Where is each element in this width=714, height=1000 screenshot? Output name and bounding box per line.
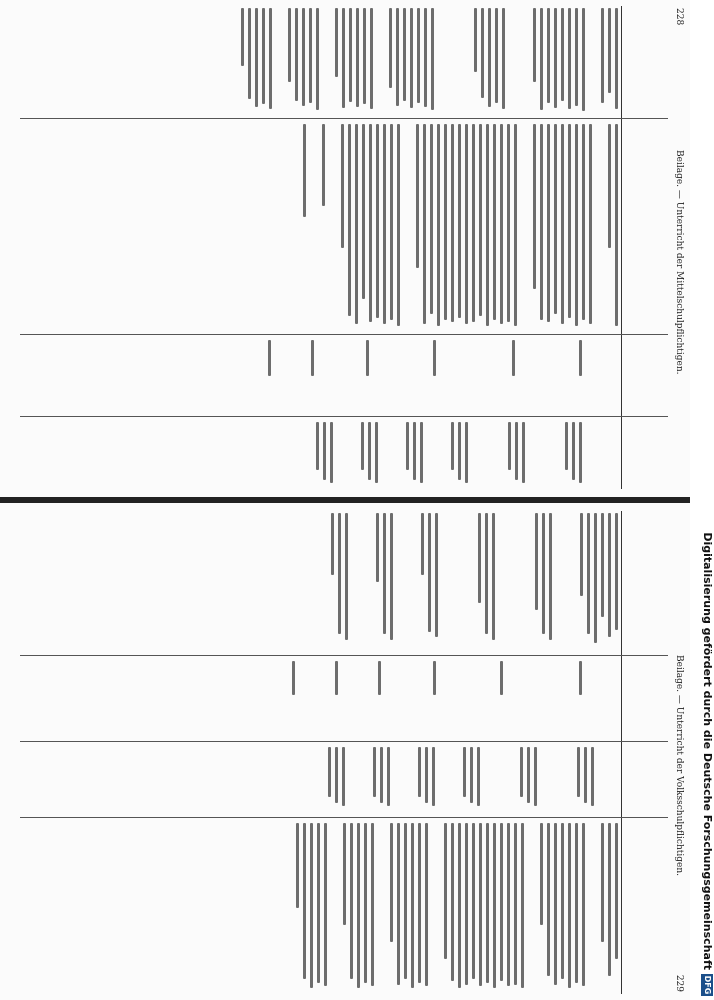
dfg-logo-icon: DFG: [703, 975, 712, 995]
table-header-right: [621, 511, 668, 994]
page-number-left: 228: [674, 8, 684, 26]
text-column: [18, 747, 618, 813]
page-number-right: 229: [674, 974, 684, 992]
text-column: [18, 8, 618, 114]
column-header: [622, 661, 668, 741]
column-header: [622, 418, 668, 488]
text-column: [18, 124, 618, 330]
left-page: [0, 0, 690, 495]
column-header: [622, 511, 668, 651]
funding-notice-bar: [700, 0, 714, 1000]
text-column: [18, 661, 618, 737]
running-head-left: Beilage. — Unterricht der Mittelschulpflichtigen.: [674, 150, 684, 375]
column-header: [622, 334, 668, 414]
column-header: [622, 821, 668, 991]
text-column: [18, 340, 618, 412]
right-page: [0, 505, 690, 1000]
column-header: [622, 745, 668, 815]
page-gutter: [0, 497, 690, 503]
text-column: [18, 823, 618, 993]
text-column: [18, 422, 618, 490]
running-head-right: Beilage. — Unterricht der Volksschulpflichtigen.: [674, 655, 684, 876]
column-header: [622, 120, 668, 330]
column-header: [622, 6, 668, 116]
text-column: [18, 513, 618, 651]
funding-notice: Digitalisierung gefördert durch die Deutsche Forschungsgemeinschaft: [701, 532, 714, 970]
